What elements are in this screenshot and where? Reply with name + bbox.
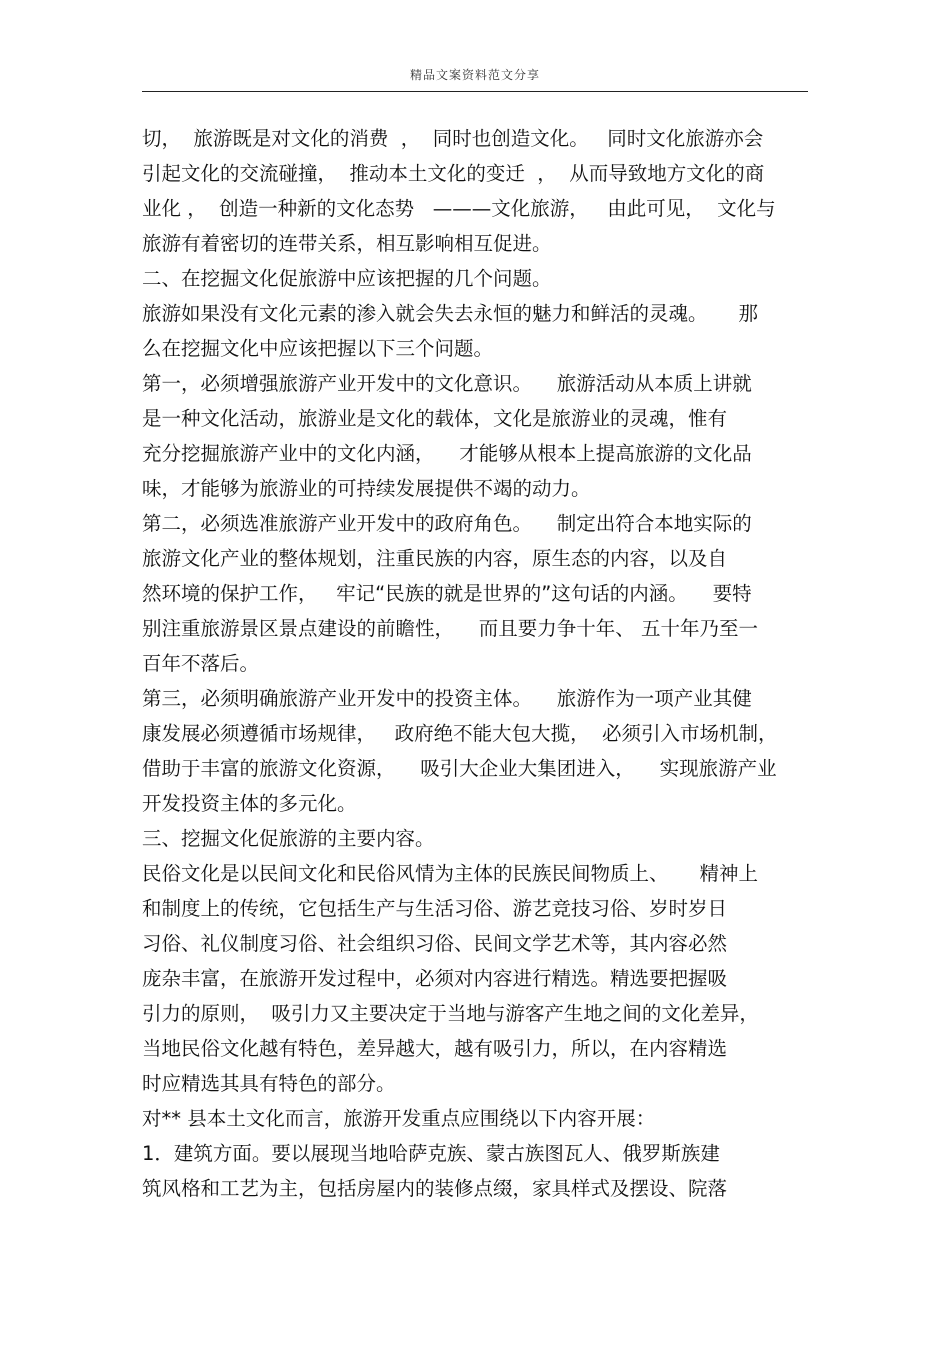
text-line: 开发投资主体的多元化。: [142, 792, 357, 815]
text-line: 是一种文化活动，旅游业是文化的载体，文化是旅游业的灵魂，惟有: [142, 407, 728, 430]
text-line: 然环境的保护工作， 牢记“民族的就是世界的”这句话的内涵。 要特: [142, 582, 752, 605]
text-line: 第二，必须选准旅游产业开发中的政府角色。 制定出符合本地实际的: [142, 512, 752, 535]
text-line: 充分挖掘旅游产业中的文化内涵， 才能够从根本上提高旅游的文化品: [142, 442, 752, 465]
text-line: 切， 旅游既是对文化的消费 ， 同时也创造文化。 同时文化旅游亦会: [142, 127, 764, 150]
text-line: 时应精选其具有特色的部分。: [142, 1072, 396, 1095]
page-header: 精品文案资料范文分享: [409, 68, 540, 82]
text-line: 么在挖掘文化中应该把握以下三个问题。: [142, 337, 494, 360]
text-line: 引力的原则， 吸引力又主要决定于当地与游客产生地之间的文化差异，: [142, 1002, 759, 1025]
text-line: 味，才能够为旅游业的可持续发展提供不竭的动力。: [142, 477, 591, 500]
text-line: 第一，必须增强旅游产业开发中的文化意识。 旅游活动从本质上讲就: [142, 372, 752, 395]
text-line: 旅游文化产业的整体规划，注重民族的内容，原生态的内容，以及自: [142, 547, 728, 570]
text-line: 第三，必须明确旅游产业开发中的投资主体。 旅游作为一项产业其健: [142, 687, 752, 710]
text-line: 业化 ， 创造一种新的文化态势 ———文化旅游， 由此可见， 文化与: [142, 197, 776, 220]
text-line: 借助于丰富的旅游文化资源， 吸引大企业大集团进入， 实现旅游产业: [142, 757, 777, 780]
text-line: 百年不落后。: [142, 652, 260, 675]
text-line: 习俗、礼仪制度习俗、社会组织习俗、民间文学艺术等，其内容必然: [142, 932, 728, 955]
section-heading: 三、挖掘文化促旅游的主要内容。: [142, 827, 435, 850]
body-text: [142, 124, 812, 1209]
text-line: 庞杂丰富，在旅游开发过程中，必须对内容进行精选。精选要把握吸: [142, 967, 728, 990]
text-line: 当地民俗文化越有特色，差异越大，越有吸引力，所以，在内容精选: [142, 1037, 728, 1060]
text-line: 对** 县本土文化而言，旅游开发重点应围绕以下内容开展：: [142, 1107, 656, 1130]
text-line: 民俗文化是以民间文化和民俗风情为主体的民族民间物质上、 精神上: [142, 862, 758, 885]
text-line: 康发展必须遵循市场规律， 政府绝不能大包大揽， 必须引入市场机制，: [142, 722, 778, 745]
header-divider: [142, 91, 808, 92]
text-line: 1．建筑方面。要以展现当地哈萨克族、蒙古族图瓦人、俄罗斯族建: [142, 1142, 720, 1165]
text-line: 旅游有着密切的连带关系，相互影响相互促进。: [142, 232, 552, 255]
text-line: 旅游如果没有文化元素的渗入就会失去永恒的魅力和鲜活的灵魂。 那: [142, 302, 758, 325]
text-line: 别注重旅游景区景点建设的前瞻性， 而且要力争十年、 五十年乃至一: [142, 617, 758, 640]
text-line: 引起文化的交流碰撞， 推动本土文化的变迁 ， 从而导致地方文化的商: [142, 162, 765, 185]
section-heading: 二、在挖掘文化促旅游中应该把握的几个问题。: [142, 267, 552, 290]
text-line: 和制度上的传统，它包括生产与生活习俗、游艺竞技习俗、岁时岁日: [142, 897, 728, 920]
text-line: 筑风格和工艺为主，包括房屋内的装修点缀，家具样式及摆设、院落: [142, 1177, 728, 1200]
